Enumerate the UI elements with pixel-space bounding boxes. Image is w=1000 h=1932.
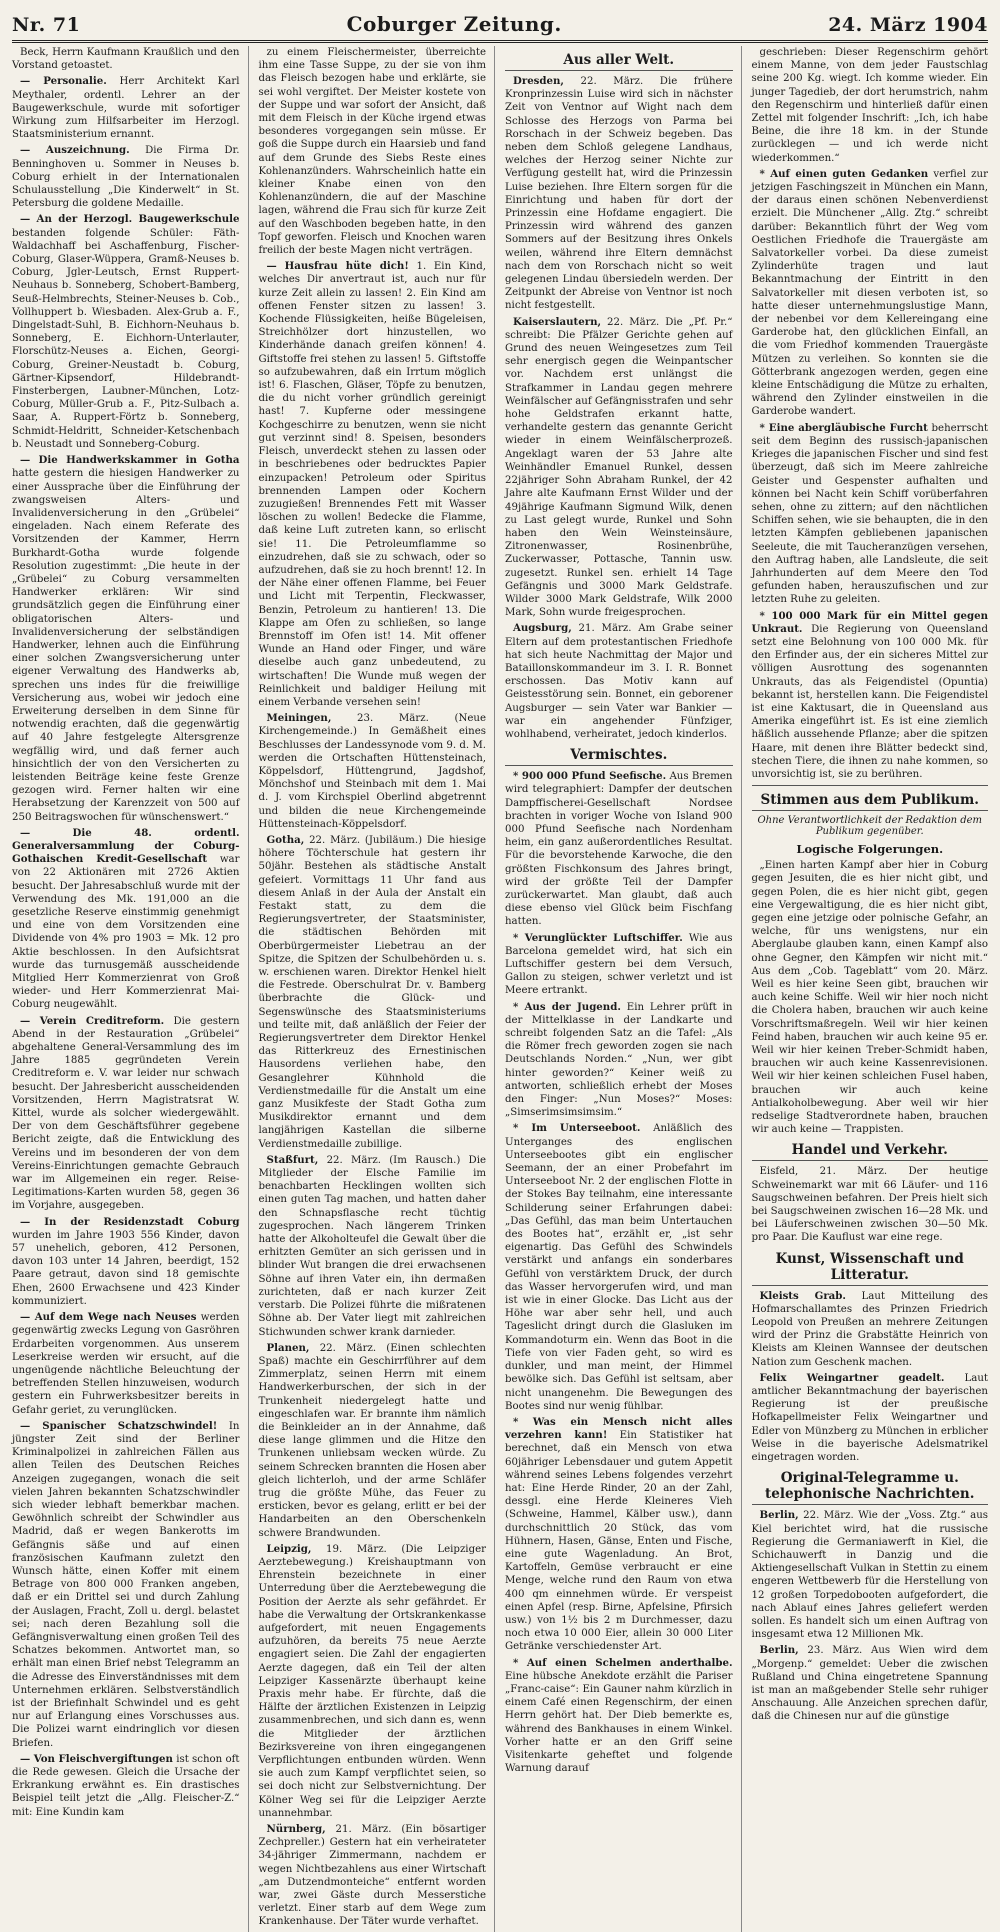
- article-body: beherrscht seit dem Beginn des russisch-japanischen Krieges die japanischen Fischer und sind fest überzeugt, daß sich im Meere zahlreiche Geister und Gespenster aufhalten und können bei Nacht kein Schiff vorüberfahren sehen, ohne zu zittern; auf den nächtlichen Schiffen sehen, wie sie behaupten, die in den letzten Kämpfen gebliebenen japanischen Seeleute, die mit Taucheranzügen versehen, den Auftrag haben, alle Landsleute, die seit Jahrhunderten auf dem Meere den Tod gefunden haben, herauszufischen und zur letzten Ruhe zu geleiten.: [751, 422, 989, 606]
- article-body: verfiel zur jetzigen Faschingszeit in München ein Mann, der daraus einen schönen Nebenverdienst erzielt. Die Münchener „Allg. Ztg.“ schreibt darüber: Bekanntlich führt der Weg vom Oestlichen Friedhofe die Trauergäste am Salvatorkeller vorbei. Da diese zumeist Zylinderhüte tragen und laut Bekanntmachung der Eintritt in den Salvatorkeller mit diesen verboten ist, so hatte dieser unternehmungslustige Mann, der nebenbei vor dem Kellereingang eine Garderobe hat, den glücklichen Einfall, an die vom Friedhof kommenden Trauergäste Mützen zu verleihen. So konnten sie die Götterbrank angezogen werden, gegen eine kleine Entschädigung die Mütze zu erhalten, während den Zylinder einstweilen in die Garderobe wandert.: [751, 168, 988, 418]
- issue-date: 24. März 1904: [828, 14, 988, 36]
- article-body: Aus Bremen wird telegraphiert: Dampfer der deutschen Dampffischerei-Gesellschaft Nordsee brachten in voriger Woche von Island 900 000 Pfund Seefische nach Nordenham heim, ein ganz außerordentliches Resultat. Für die bevorstehende Karwoche, die den größten Fischkonsum des Jahres bringt, wird der größte Teil der Dampfer zurückerwartet. Man glaubt, daß auch diese ebenso viel Glück beim Fischfang hatten.: [505, 771, 733, 928]
- article-body: 21. März. Am Grabe seiner Eltern auf dem protestantischen Friedhofe hat sich heute Nachmittag der Major und Bataillonskommandeur im 3. I. R. Bonnet erschossen. Das Motiv kann auf Geistesstörung sein. Bonnet, ein geborener Augsburger — sein Vater war Bankier — war ein angehender Fünfziger, wohlhabend, verheiratet, jedoch kinderlos.: [505, 623, 733, 740]
- article-heading: * Im Unterseeboot.: [513, 1122, 641, 1135]
- article: [752, 168, 989, 419]
- article-heading: * Auf einen Schelmen anderthalbe.: [513, 1656, 733, 1669]
- column-1: [12, 46, 249, 1932]
- article: [12, 75, 240, 141]
- article-body: Die Regierung von Queensland setzt eine Belohnung von 100 000 Mk. für den Erfinder aus, der ein sicheres Mittel zur völligen Ausrottung des sogenannten Unkrauts, das als Feigendistel (Opuntia) bekannt ist, herstellen kann. Die Feigendistel ist eine Kaktusart, die in Queensland aus Amerika eingeführt ist. Es ist eine ziemlich häßlich aussehende Pflanze; aber die spitzen Haare, mit denen ihre Blätter bedeckt sind, stechen Tiere, die ihnen zu nahe kommen, so unvorsichtig ist, sie zu berühren.: [751, 623, 988, 780]
- article-heading: Leipzig,: [266, 1542, 312, 1555]
- article-heading: Kaiserslautern,: [513, 315, 602, 328]
- text-columns: [12, 46, 989, 1928]
- article-heading: Dresden,: [513, 75, 564, 87]
- section-title-misc: Vermischtes.: [505, 747, 733, 766]
- article-body: Anläßlich des Unterganges des englischen Unterseebootes gibt ein englischer Seemann, der an einer Probefahrt im Unterseeboot Nr. 2 der englischen Flotte in der Stokes Bay teilnahm, eine interessante Schilderung seiner Erfahrungen dabei: „Das Gefühl, das man beim Untertauchen des Bootes hat“, erzählt er, „ist sehr eigenartig. Das Gefühl des Schwindels verstärkt und anfangs ein sonderbares Gefühl von verstärktem Druck, der durch das Wasser hervorgerufen wird, und man ist wie in einer Glocke. Das Licht aus der Höhe war aber sehr hell, und auch Tageslicht dringt durch die Glasluken im Kommandoturm ein. Wenn das Boot in die Tiefe von vier Faden geht, so wird es dunkler, und man meint, der Himmel bewölke sich. Das Gefühl ist seltsam, aber nicht unangenehm. Die Bewegungen des Bootes sind nur wenig fühlbar.: [505, 1123, 733, 1412]
- article-body: 22. März. (Im Rausch.) Die Mitglieder der Elsche Familie im benachbarten Hecklingen wollten sich einen guten Tag machen, und hatten daher den Schnapsflasche recht tüchtig zugesprochen. Nach längerem Trinken hatte der Alkoholteufel die Gewalt über die erhitzten Gemüter an sich gerissen und in blinder Wut brangen die drei erwachsenen Söhne auf ihren Vater ein, ihn dermaßen zurichteten, daß er nach kurzer Zeit verstarb. Die Polizei führte die mißratenen Söhne ab. Der Vater liegt mit zahlreichen Stichwunden schwer krank darnieder.: [258, 1154, 486, 1338]
- article-body: 1. Ein Kind, welches Dir anvertraut ist, auch nur für kurze Zeit allein zu lassen! 2. Ein Kind am offenen Fenster sitzen zu lassen! 3. Kochende Flüssigkeiten, heiße Bügeleisen, Streichhölzer dort hinzustellen, wo Kinderhände danach greifen können! 4. Giftstoffe frei stehen zu lassen! 5. Giftstoffe so aufzubewahren, daß ein Irrtum möglich ist! 6. Flaschen, Gläser, Töpfe zu benutzen, die du nicht vorher gründlich gereinigt hast! 7. Kupferne oder messingene Kochgeschirre zu benutzen, wenn sie nicht gut verzinnt sind! 8. Speisen, besonders Fleisch, unverdeckt stehen zu lassen oder in beschriebenes oder bedrucktes Papier einzupacken! Petroleum oder Spiritus brennenden Lampen oder Kochern zuzugießen! Brennendes Fett mit Wasser löschen zu wollen! Bedecke die Flamme, daß keine Luft zutreten kann, so erlischt sie! 11. Die Petroleumflamme so einzudrehen, daß sie zu schwach, oder so aufzudrehen, daß sie zu hoch brennt! 12. In der Nähe einer offenen Flamme, bei Feuer und Licht mit Terpentin, Fleckwasser, Benzin, Petroleum zu hantieren! 13. Die Klappe am Ofen zu schließen, so lange Brennstoff im Ofen ist! 14. Mit offener Wunde an Hand oder Finger, und wäre dieselbe auch ganz unbedeutend, zu wirtschaften! Die Wunde muß wegen der Reinlichkeit und baldiger Heilung mit einem Verbande versehen sein!: [258, 261, 486, 708]
- issue-number: Nr. 71: [12, 14, 81, 36]
- article-body: Ein Lehrer prüft in der Mittelklasse in der Landkarte und schreibt folgenden Satz an die Tafel: „Als die Römer frech geworden zogen sie nach Deutschlands Norden.“ „Nun, wer gibt hinter geworden?“ Keiner weiß zu antworten, schließlich erhebt der Moses den Finger: „Nun Moses?“ Moses: „Simserimsimsimsim.“: [505, 1001, 733, 1119]
- article: [259, 1342, 487, 1540]
- article: [259, 1154, 487, 1339]
- article: [505, 1122, 733, 1412]
- article-heading: — Die 48. ordentl. Generalversammlung der Coburg-Gothaischen Kredit-Gesellschaft: [12, 826, 240, 866]
- article-heading: — Spanischer Schatzschwindel!: [20, 1419, 218, 1432]
- article-heading: — Verein Creditreform.: [20, 1014, 165, 1027]
- article-body: Wie aus Barcelona gemeldet wird, hat sich ein Luftschiffer gestern bei dem Versuch, Gallon zu steigen, schwer verletzt und ist Meere ertrankt.: [505, 932, 733, 997]
- article-heading: — Auszeichnung.: [20, 144, 130, 157]
- article: [12, 46, 240, 72]
- misc-articles: [505, 770, 733, 1775]
- section-title-trade: Handel und Verkehr.: [752, 1142, 989, 1161]
- divider: [752, 785, 989, 786]
- article-body: hatte gestern die hiesigen Handwerker zu einer Aussprache über die Einführung der zwangsweisen Alters- und Invalidenversicherung in den „Grübelei“ eingeladen. Nach einem Referate des Vorsitzenden der Kammer, Herrn Burkhardt-Gotha wurde folgende Resolution zugestimmt: „Die heute in der „Grübelei“ zu Coburg versammelten Handwerker erklären: Wir sind grundsätzlich gegen die Einführung einer obligatorischen Alters- und Invalidenversicherung der selbständigen Handwerker, lehnen auch die Einführung einer solchen Zwangsversicherung unter eigener Verwaltung des Handwerks ab, sprechen uns indes für die freiwillige Versicherung aus, wobei wir jedoch eine Erweiterung derselben in dem Sinne für notwendig erachten, daß die gegenwärtig auf 40 Jahre festgelegte Altersgrenze wegfällig wird, und daß ferner auch hinsichtlich der von den Versicherten zu leistenden Beiträge keine feste Grenze gezogen wird. Ferner halten wir eine Herabsetzung der Karenzzeit von 500 auf 250 Beitragswochen für wünschenswert.“: [12, 468, 240, 823]
- column-2: [259, 46, 496, 1932]
- article-heading: * 900 000 Pfund Seefische.: [513, 770, 667, 783]
- art-articles: [752, 1290, 989, 1465]
- article-body: 22. März. (Jubiläum.) Die hiesige höhere Töchterschule hat gestern ihr 50jähr. Bestehen als städtische Anstalt gefeiert. Vormittags 11 Uhr fand aus diesem Anlaß in der Aula der Anstalt ein Festakt statt, zu dem die Regierungsvertreter, der Staatsminister, die städtischen Behörden mit Oberbürgermeister Liebetrau an der Spitze, die Spitzen der Schulbehörden u. s. w. erschienen waren. Direktor Henkel hielt die Festrede. Oberschulrat Dr. v. Bamberg überbrachte die Glück- und Segenswünsche des Staatsministeriums und teilte mit, daß anläßlich der Feier der Regierungsvertreter dem Direktor Henkel das Ritterkreuz des Ernestinischen Hausordens verliehen habe, den Gesanglehrer Kühnhold die Verdienstmedaille für die Anstalt um eine ganz Musikfeste der Stadt Gotha zum Musikdirektor ernannt und dem langjährigen Kastellan die silberne Verdienstmedaille zubillige.: [258, 834, 486, 1150]
- article-body: In jüngster Zeit sind der Berliner Kriminalpolizei in zahlreichen Fällen aus allen Teilen des Deutschen Reiches Anzeigen zugegangen, wonach die seit vielen Jahren bekannten Schatzschwindler sich wieder lebhaft bemerkbar machen. Gewöhnlich schreibt der Schwindler aus Madrid, daß er wegen Bankerotts im Gefängnis säße und auf einen französischen Kaufmann zuletzt den Wunsch hätte, einen Koffer mit einem Betrage von 800 000 Franken angeben, daß er ein Drittel sei und durch Zahlung der Auslagen, Fracht, Zoll u. dergl. belastet sei; nach deren Bezahlung soll die Gefängnisverwaltung einen großen Teil des Schatzes bekommen. Antwortet man, so erhält man einen Brief nebst Telegramm an die Adresse des Einverständnisses mit dem Unternehmen erklären. Selbstverständlich ist der Briefinhalt Schwindel und es geht nur auf Erlangung eines Vorschusses aus. Die Polizei warnt eindringlich vor diesen Briefen.: [12, 1420, 240, 1749]
- article-heading: — Hausfrau hüte dich!: [266, 260, 409, 273]
- article-text: geschrieben: Dieser Regenschirm gehört einem Manne, von dem jeder Faustschlag seine 200 Kg. wiegt. Ich komme wieder. Ein junger Tagedieb, der dort herumstrich, nahm den Regenschirm und hinterließ dafür einen Zettel mit folgender Inschrift: „Ich, ich habe Beine, die ihre 18 km. in der Stunde zurücklegen — und ich werde nicht wiederkommen.“: [751, 47, 988, 164]
- letter-title: Logische Folgerungen.: [796, 842, 944, 857]
- article: [505, 75, 733, 313]
- article-heading: Kleists Grab.: [759, 1289, 846, 1302]
- article-heading: Meiningen,: [266, 712, 332, 725]
- trade-text: Eisfeld, 21. März. Der heutige Schweinemarkt war mit 66 Läufer- und 116 Saugschweinen befahren. Der Preis hielt sich bei Saugschweinen zwischen 16—28 Mk. und bei Läuferschweinen zwischen 30—50 Mk. pro Paar. Die Kauflust war eine rege.: [751, 1166, 988, 1244]
- article: [505, 316, 733, 620]
- article: [12, 1015, 240, 1213]
- article-body: werden gegenwärtig zwecks Legung von Gasröhren Erdarbeiten vorgenommen. Aus unserem Leserkreise werden wir ersucht, auf die ungenügende nächtliche Beleuchtung der betreffenden Stellen hinzuweisen, wodurch gestern ein Fuhrwerksbesitzer bereits in Gefahr geriet, zu verunglücken.: [12, 1312, 240, 1416]
- section-title-world: Aus aller Welt.: [505, 52, 733, 71]
- article: [259, 1823, 487, 1929]
- article: [505, 622, 733, 741]
- article-body: Herr Architekt Karl Meythaler, ordentl. Lehrer an der Baugewerkschule, wurde mit sofortiger Wirkung zum Hilfsarbeiter im Herzogl. Staatsministerium ernannt.: [12, 76, 240, 141]
- article-heading: — Die Handwerkskammer in Gotha: [20, 454, 240, 467]
- article-body: Eine hübsche Anekdote erzählt die Pariser „Franc-caise“: Ein Gauner nahm kürzlich in einem Café einen Regenschirm, der einen Herrn gehört hat. Der Dieb bemerkte es, während des Bankhauses in einem Winkel. Vorher hatte er an den Griff seine Visitenkarte geheftet und folgende Warnung darauf: [505, 1670, 733, 1775]
- article: [505, 932, 733, 998]
- newspaper-title: Coburger Zeitung.: [346, 12, 562, 36]
- article-body: 22. März. Wie der „Voss. Ztg.“ aus Kiel berichtet wird, hat die russische Regierung die Germaniawerft in Kiel, die Schichauwerft in Danzig und die Aktiengesellschaft Vulkan in Stettin zu einem engeren Wettbewerb für die Herstellung von 12 großen Torpedobooten aufgefordert, die nach Ablauf eines Jahres geliefert werden sollen. Es handelt sich um einen Auftrag von insgesamt etwa 12 Millionen Mk.: [751, 1510, 988, 1641]
- section-title-public: Stimmen aus dem Publikum.: [752, 792, 989, 811]
- article: [259, 46, 487, 257]
- article: [12, 1216, 240, 1308]
- article-heading: Nürnberg,: [266, 1823, 326, 1836]
- article-heading: * Aus der Jugend.: [513, 1000, 621, 1013]
- column-4: [752, 46, 989, 1932]
- article-heading: * Was ein Mensch nicht alles verzehren kann!: [505, 1415, 733, 1442]
- article: [259, 1543, 487, 1820]
- article-body: Laut amtlicher Bekanntmachung der bayerischen Regierung ist der preußische Hofkapellmeister Felix Weingartner und Edler von Münzberg zu München in erblicher Weise in die bayerische Adelsmatrikel eingetragen worden.: [751, 1372, 988, 1464]
- article: [752, 1290, 989, 1369]
- article-heading: — Personalie.: [20, 75, 107, 88]
- article-body: 22. März. Die frühere Kronprinzessin Luise wird sich in nächster Zeit von Ventnor auf Wight nach dem Schlosse des Herzogs von Parma bei Rorschach in der Schweiz begeben. Das neben dem Schloß gelegene Landhaus, welches der Herzog seiner Nichte zur Verfügung gestellt hat, wird die Prinzessin Luise beziehen. Ihre Eltern sorgen für die Einrichtung und haben für dort der Prinzessin eine Hofdame engagiert. Die Prinzessin wird während des ganzen Sommers auf der Besitzung ihres Onkels weilen, während ihre Eltern demnächst nach dem von Rorschach nicht so weit gelegenen Lindau übersiedeln werden. Der Zeitpunkt der Abreise von Ventnor ist noch nicht festgestellt.: [505, 76, 733, 312]
- article-body: 23. März. (Neue Kirchengemeinde.) In Gemäßheit eines Beschlusses der Landessynode vom 9. d. M. werden die Ortschaften Hüttensteinach, Köppelsdorf, Hüttengrund, Jagdshof, Mönchshof und Steinbach mit dem 1. Mai d. J. vom Kirchspiel Oberlind abgetrennt und bilden die neue Kirchengemeinde Hüttensteinach-Köppelsdorf.: [258, 713, 486, 830]
- article: [259, 834, 487, 1151]
- article-body: wurden im Jahre 1903 556 Kinder, davon 57 unehelich, geboren, 412 Personen, davon 103 unter 14 Jahren, beerdigt, 152 Paare getraut, davon sind 18 gemischte Ehen, 2600 Erwachsene und 423 Kinder kommuniziert.: [12, 1229, 240, 1307]
- article-body: 22. März. Die „Pf. Pr.“ schreibt: Die Pfälzer Gerichte gehen auf Grund des neuen Weingesetzes zum Teil sehr energisch gegen die Weinpantscher vor. Nachdem erst unlängst die Strafkammer in Landau gegen mehrere Weinfälscher auf Gefängnisstrafen und sehr hohe Geldstrafen erkannt hatte, verhandelte gestern das genannte Gericht wieder in einem Weinfälscherprozeß. Angeklagt waren der 53 Jahre alte Weinhändler Emanuel Runkel, dessen 22jähriger Sohn Abraham Runkel, der 42 Jahre alte Kaufmann Ernst Wilder und der 49jährige Kaufmann Sigmund Wilk, denen zu Last gelegt wurde, Runkel und Sohn haben den Wein Weinsteinsäure, Zitronenwasser, Rosinenbrühe, Zuckerwasser, Pottasche, Tannin usw. zugesetzt. Runkel sen. erhielt 14 Tage Gefängnis und 3000 Mark Geldstrafe. Wilder 3000 Mark Geldstrafe, Wilk 2000 Mark, Sohn wurde freigesprochen.: [505, 316, 733, 619]
- article: [505, 1001, 733, 1120]
- article: [505, 1416, 733, 1654]
- article-heading: Felix Weingartner geadelt.: [759, 1371, 945, 1384]
- article: [752, 1644, 989, 1723]
- article-body: war von 22 Aktionären mit 2726 Aktien besucht. Der Jahresabschluß wurde mit der Verwendung des Mk. 191,000 an die gesetzliche Reserve einstimmig genehmigt und eine von dem Vorsitzenden eine Dividende von 4% pro 1903 = Mk. 12 pro Aktie beschlossen. In den Aufsichtsrat wurde das turnusgemäß ausscheidende Mitglied Herr Kommerzienrat von Groß wieder- und Herr Kommerzienrat Mai-Coburg neugewählt.: [12, 854, 240, 1011]
- article-heading: * Eine abergläubische Furcht: [759, 421, 928, 434]
- article-heading: * Auf einen guten Gedanken: [759, 167, 929, 180]
- article-body: Die Firma Dr. Benninghoven u. Sommer in Neuses b. Coburg erhielt in der Internationalen Schulausstellung „Die Kinderwelt“ in St. Petersburg die goldene Medaille.: [12, 145, 240, 210]
- article: [12, 454, 240, 824]
- article: [752, 1509, 989, 1641]
- article-body: bestanden folgende Schüler: Fäth-Waldachhaff bei Aschaffenburg, Fischer-Coburg, Glaser-Wüppera, Gramß-Neuses b. Coburg, Jgler-Leutsch, Ernst Ruppert-Neuhaus b. Sonneberg, Schobert-Bamberg, Seuß-Helmbrechts, Steiner-Neuses b. Cob., Vollhuppert b. Wiesbaden. Alex-Grub a. F., Dingelstadt-Suhl, B. Eichhorn-Neuhaus b. Sonneberg, E. Eichhorn-Unterlauter, Florschütz-Neuses a. Eichen, Georgi-Coburg, Greiner-Neustadt b. Coburg, Gärtner-Kipsendorf, Hildebrandt-Finsterbergen, Laubner-München, Lotz-Coburg, Müller-Grub a. F., Pitz-Sulbach a. Saar, A. Ruppert-Förtz b. Sonneberg, Schmidt-Heldritt, Schneider-Ketschenbach b. Neustadt und Sonneberg-Coburg.: [12, 227, 240, 450]
- article: [12, 144, 240, 210]
- article: [12, 1753, 240, 1819]
- article-body: 21. März. (Ein bösartiger Zechpreller.) Gestern hat ein verheirateter 34-jähriger Zimmermann, nachdem er wegen Nichtbezahlens aus einer Wirtschaft „am Dutzendmonteiche“ entfernt worden war, zwei Gäste durch Messerstiche verletzt. Einer starb auf dem Wege zum Krankenhause. Der Täter wurde verhaftet.: [258, 1824, 486, 1928]
- article-body: 23. März. Aus Wien wird dem „Morgenp.“ gemeldet: Ueber die zwischen Rußland und China eingetretene Spannung ist man an maßgebender Stelle sehr ruhiger Anschauung. Alle Anzeichen sprechen dafür, daß die Chinesen nur auf die günstige: [751, 1645, 988, 1723]
- article-heading: Planen,: [266, 1341, 310, 1354]
- article-body: Beck, Herrn Kaufmann Kraußlich und den Vorstand getoastet.: [12, 47, 240, 72]
- masthead: [12, 8, 988, 43]
- article-heading: Augsburg,: [513, 622, 572, 635]
- article-body: Ein Statistiker hat berechnet, daß ein Mensch von etwa 60jähriger Lebensdauer und gutem Appetit während seines Lebens folgendes verzehrt hat: Eine Herde Rinder, 20 an der Zahl, dessgl. eine Herde Kleineres Vieh (Schweine, Hammel, Kälber usw.), dann durchschnittlich 20 Stück, das vom Hühnern, Hasen, Gänse, Enten und Fische, eine gute Wagenladung. An Brot, Kartoffeln, Gemüse verbraucht er eine Menge, welche rund den Raum von etwa 400 qm einnehmen würde. Er verspeist einen Apfel (resp. Birne, Apfelsine, Pfirsich usw.) von 1½ bis 2 m Durchmesser, dazu noch etwa 10 000 Eier, allein 30 000 Liter Getränke verschiedenster Art.: [505, 1430, 733, 1653]
- article-heading: Berlin,: [759, 1644, 799, 1657]
- article: [752, 422, 989, 607]
- article: [12, 827, 240, 1012]
- article: [259, 712, 487, 831]
- article: [12, 213, 240, 451]
- article-heading: — An der Herzogl. Baugewerkschule: [20, 213, 240, 226]
- column-3: [505, 46, 742, 1932]
- article-heading: — Auf dem Wege nach Neuses: [20, 1311, 197, 1324]
- article: [12, 1311, 240, 1417]
- article: [505, 770, 733, 928]
- world-articles: [505, 75, 733, 741]
- article-heading: — In der Residenzstadt Coburg: [20, 1215, 240, 1228]
- article-body: 22. März. (Einen schlechten Spaß) machte ein Geschirrführer auf dem Zimmerplatz, seinen Herrn mit einem Handwerkerburschen, der sich in der Trunkenheit niedergelegt hatte und eingeschlafen war. Er brannte ihm nämlich die Beinkleider an in der Annahme, daß diese lange glimmen und die Hitze den Trunkenen unliebsam wecken würde. Zu seinem Schrecken brannten die Hosen aber gleich lichterloh, und der arme Schläfer trug die größte Mühe, das Feuer zu ersticken, bevor es gelang, erlitt er bei der Handarbeiten an den Oberschenkeln schwere Brandwunden.: [258, 1342, 486, 1539]
- article-heading: — Von Fleischvergiftungen: [20, 1752, 173, 1765]
- article-heading: * 100 000 Mark für ein Mittel gegen Unkraut.: [751, 609, 988, 635]
- article-heading: Berlin,: [759, 1509, 799, 1522]
- article: [752, 1372, 989, 1464]
- article-body: Die gestern Abend in der Restauration „Grübelei“ abgehaltene General-Versammlung des im Jahre 1885 gegründeten Verein Creditreform e. V. war leider nur schwach besucht. Der Jahresbericht ausscheidenden Vorsitzenden, Herrn Magistratsrat W. Kittel, wurde als solcher wiedergewählt. Der von dem Geschäftsführer gegebene Bericht zeigte, daß die Entwicklung des Vereins und im besonderen der von dem Vereins-Einrichtungen gemachte Gebrauch war im Allgemeinen ein reger. Reise-Legitimations-Karten wurden 58, gegen 36 im Vorjahre, ausgegeben.: [12, 1015, 240, 1212]
- section-title-telegrams: Original-Telegramme u. telephonische Nachrichten.: [752, 1470, 989, 1505]
- section-title-art: Kunst, Wissenschaft und Litteratur.: [752, 1251, 989, 1286]
- article: [259, 260, 487, 709]
- public-disclaimer: Ohne Verantwortlichkeit der Redaktion dem Publikum gegenüber.: [757, 815, 983, 838]
- article: [752, 610, 989, 782]
- article: [12, 1420, 240, 1750]
- article-body: 19. März. (Die Leipziger Aerztebewegung.) Kreishauptmann von Ehrenstein bezeichnete in einer Unterredung über die Aerztebewegung die Position der Aerzte als sehr gefährdet. Er habe die Verwaltung der Ortskrankenkasse aufgefordert, mit neuen Engagements aufzuhören, da bereits 75 neue Aerzte engagiert seien. Die Zahl der engagierten Aerzte dagegen, daß ein Teil der alten Leipziger Kassenärzte überhaupt keine Praxis mehr habe. Er fürchte, daß die Hälfte der ärztlichen Existenzen in Leipzig zusammenbrechen, und sich dann es, wenn die Mitglieder der ärztlichen Bezirksvereine von ihren eingegangenen Verpflichtungen entbunden würden. Wenn sie auch zum Kampf verpflichtet seien, so sei doch nicht zur Selbstvernichtung. Der Kölner Weg sei für die Leipziger Aerzte unannehmbar.: [258, 1543, 486, 1819]
- article-body: zu einem Fleischermeister, überreichte ihm eine Tasse Suppe, zu der sie von ihm das Fleisch bezogen habe und erklärte, sie sei wohl vergiftet. Der Meister kostete von der Suppe und war sofort der Ansicht, daß mit dem Fleisch in der Küche irgend etwas besonderes vorgegangen sein müsse. Er goß die Suppe durch ein Haarsieb und fand auf dem Grunde des Siebs Reste eines Kohlenanzünders. Wahrscheinlich hatte ein kleiner Knabe einen von den Kohlenanzündern, die auf der Maschine lagen, während die Frau sich für kurze Zeit auf den Waschboden begeben hatte, in den Topf geworfen. Fleisch und Knochen waren freilich der beste Magen nicht verträgen.: [258, 47, 486, 257]
- article-body: ist schon oft die Rede gewesen. Gleich die Ursache der Erkrankung erwähnt es. Ein drastisches Beispiel teilt jetzt die „Allg. Fleischer-Z.“ mit: Eine Kundin kam: [12, 1753, 240, 1818]
- article-heading: * Verunglückter Luftschiffer.: [513, 931, 683, 944]
- letter-text: „Einen harten Kampf aber hier in Coburg gegen Jesuiten, die es hier nicht gibt, und gegen Polen, die es hier nicht gibt, gegen eine Vergewaltigung, die es hier nicht gibt, gegen eine jetzige oder polnische Gefahr, an welche, für uns wenigstens, nur ein Aberglaube glauben kann, einen Kampf also ohne Gegner, den Kämpfen wir nicht mit.“ Aus dem „Cob. Tageblatt“ vom 20. März. Weil es hier keine Seen gibt, brauchen wir auch keine Schiffe. Weil wir hier noch nicht die Cholera haben, brauchen wir auch keine Vorschriftsmaßregeln. Weil wir hier keinen Feind haben, brauchen wir auch keine 95 er. Weil wir hier keinen Treber-Schmidt haben, brauchen wir auch keine Kassenrevisionen. Weil wir hier keinen schleichen Fusel haben, brauchen wir auch keine Antialkoholbewegung. Aber weil wir hier redselige Stadtverordnete haben, brauchen wir auch keine — Trappisten.: [751, 860, 988, 1136]
- article-body: Laut Mitteilung des Hofmarschallamtes des Prinzen Friedrich Leopold von Preußen an mehrere Zeitungen wird der Prinz die Grabstätte Heinrich von Kleists am Kleinen Wannsee der deutschen Nation zum Geschenk machen.: [751, 1290, 988, 1368]
- article: [505, 1657, 733, 1776]
- misc-articles-continued: [752, 168, 989, 781]
- telegram-articles: [752, 1509, 989, 1723]
- article-heading: Staßfurt,: [266, 1153, 319, 1166]
- article-heading: Gotha,: [266, 833, 305, 846]
